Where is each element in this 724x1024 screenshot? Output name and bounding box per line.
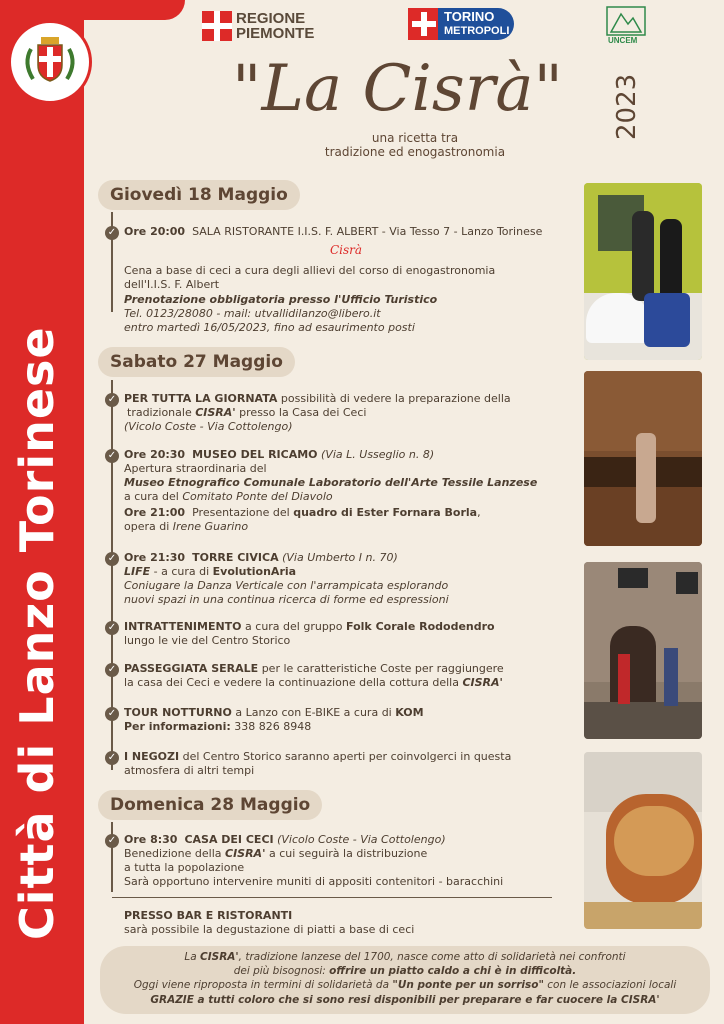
event-line: Benedizione della CISRA' a cui seguirà la distribuzione	[124, 847, 428, 860]
subtitle-line1: una ricetta tra	[371, 131, 459, 145]
event-line: a cura del Comitato Ponte del Diavolo	[124, 490, 333, 503]
event-line: Ore 21:00 Presentazione del quadro di Ester Fornara Borla,	[124, 506, 481, 519]
restaurant-photo	[584, 183, 702, 360]
event-description: Cena a base di ceci a cura degli allievi del corso di enogastronomia	[124, 264, 496, 277]
event-year: 2023	[612, 73, 642, 140]
check-icon: ✓	[105, 707, 119, 721]
event-address: (Vicolo Coste - Via Cottolengo)	[124, 420, 293, 433]
museum-name: Museo Etnografico Comunale Laboratorio dell'Arte Tessile Lanzese	[124, 476, 538, 489]
event-subtitle	[300, 131, 530, 159]
uncem-mountain-icon	[606, 6, 646, 36]
footer-line2: dei più bisognosi: offrire un piatto caldo a chi è in difficoltà.	[233, 965, 577, 977]
day-header-thursday: Giovedì 18 Maggio	[98, 180, 300, 210]
check-icon: ✓	[105, 226, 119, 240]
chickpeas-photo	[584, 752, 702, 929]
event-line: lungo le vie del Centro Storico	[124, 634, 291, 647]
check-icon: ✓	[105, 621, 119, 635]
check-icon: ✓	[105, 449, 119, 463]
torino-logo-line1: TORINO	[444, 9, 495, 24]
tower-photo	[584, 562, 702, 739]
event-line: sarà possibile la degustazione di piatti a base di ceci	[124, 923, 415, 936]
event-line: Ore 8:30 CASA DEI CECI (Vicolo Coste - Via Cottolengo)	[124, 833, 446, 846]
event-line: opera di Irene Guarino	[124, 520, 249, 533]
uncem-logo	[606, 6, 646, 44]
event-line: Ore 20:00 SALA RISTORANTE I.I.S. F. ALBERT - Via Tesso 7 - Lanzo Torinese	[124, 225, 543, 238]
day-header-saturday: Sabato 27 Maggio	[98, 347, 295, 377]
divider	[112, 897, 552, 898]
regione-flag-icon	[202, 11, 232, 41]
torino-logo-line2: METROPOLI	[444, 25, 510, 37]
check-icon: ✓	[105, 751, 119, 765]
check-icon: ✓	[105, 834, 119, 848]
event-line: Ore 20:30 MUSEO DEL RICAMO (Via L. Usseglio n. 8)	[124, 448, 435, 461]
city-crest-logo	[8, 20, 92, 104]
footer-thanks: GRAZIE a tutti coloro che si sono resi disponibili per preparare e far cuocere la CISRA'	[150, 994, 660, 1006]
event-line: nuovi spazi in una continua ricerca di forme ed espressioni	[124, 593, 449, 606]
event-line: PRESSO BAR E RISTORANTI	[124, 909, 293, 922]
event-line: PER TUTTA LA GIORNATA possibilità di vedere la preparazione della	[124, 392, 511, 405]
event-title: "La Cisrà"	[232, 52, 563, 126]
event-line: a tutta la popolazione	[124, 861, 245, 874]
event-line: PASSEGGIATA SERALE per le caratteristiche Coste per raggiungere	[124, 662, 504, 675]
event-line: LIFE - a cura di EvolutionAria	[124, 565, 297, 578]
regione-logo-line1: REGIONE	[236, 10, 306, 27]
torino-metropoli-logo	[408, 8, 514, 40]
booking-deadline: entro martedì 16/05/2023, fino ad esaurimento posti	[124, 321, 415, 334]
regione-piemonte-logo	[202, 9, 315, 43]
uncem-logo-text: UNCEM	[608, 36, 638, 45]
footer-note	[100, 946, 710, 1014]
event-line: la casa dei Ceci e vedere la continuazione della cottura della CISRA'	[124, 676, 503, 689]
booking-note: Prenotazione obbligatoria presso l'Ufficio Turistico	[124, 293, 438, 306]
event-line: tradizionale CISRA' presso la Casa dei Ceci	[127, 406, 367, 419]
check-icon: ✓	[105, 552, 119, 566]
regione-logo-line2: PIEMONTE	[236, 25, 315, 42]
contact-info: Tel. 0123/28080 - mail: utvallidilanzo@libero.it	[124, 307, 381, 320]
event-line: INTRATTENIMENTO a cura del gruppo Folk Corale Rododendro	[124, 620, 495, 633]
vertical-city-title: Città di Lanzo Torinese	[10, 326, 64, 940]
event-line: Per informazioni: 338 826 8948	[124, 720, 312, 733]
menu-dish-name: Cisrà	[330, 243, 363, 257]
event-description: dell'I.I.S. F. Albert	[124, 278, 220, 291]
check-icon: ✓	[105, 393, 119, 407]
event-line: Coniugare la Danza Verticale con l'arrampicata esplorando	[124, 579, 449, 592]
event-line: Apertura straordinaria del	[124, 462, 267, 475]
cooking-photo	[584, 371, 702, 546]
timeline-line	[111, 822, 113, 892]
event-line: I NEGOZI del Centro Storico saranno aperti per coinvolgerci in questa	[124, 750, 512, 763]
event-line: atmosfera di altri tempi	[124, 764, 255, 777]
check-icon: ✓	[105, 663, 119, 677]
torino-flag-icon	[408, 8, 440, 40]
footer-line3: Oggi viene riproposta in termini di solidarietà da "Un ponte per un sorriso" con le associazioni locali	[133, 979, 677, 991]
event-line: Ore 21:30 TORRE CIVICA (Via Umberto I n. 70)	[124, 551, 398, 564]
footer-line1: La CISRA', tradizione lanzese del 1700, nasce come atto di solidarietà nei confronti	[184, 951, 626, 963]
event-line: Sarà opportuno intervenire muniti di appositi contenitori - baracchini	[124, 875, 504, 888]
event-line: TOUR NOTTURNO a Lanzo con E-BIKE a cura di KOM	[124, 706, 424, 719]
top-red-band	[0, 0, 185, 20]
subtitle-line2: tradizione ed enogastronomia	[324, 145, 506, 159]
day-header-sunday: Domenica 28 Maggio	[98, 790, 322, 820]
